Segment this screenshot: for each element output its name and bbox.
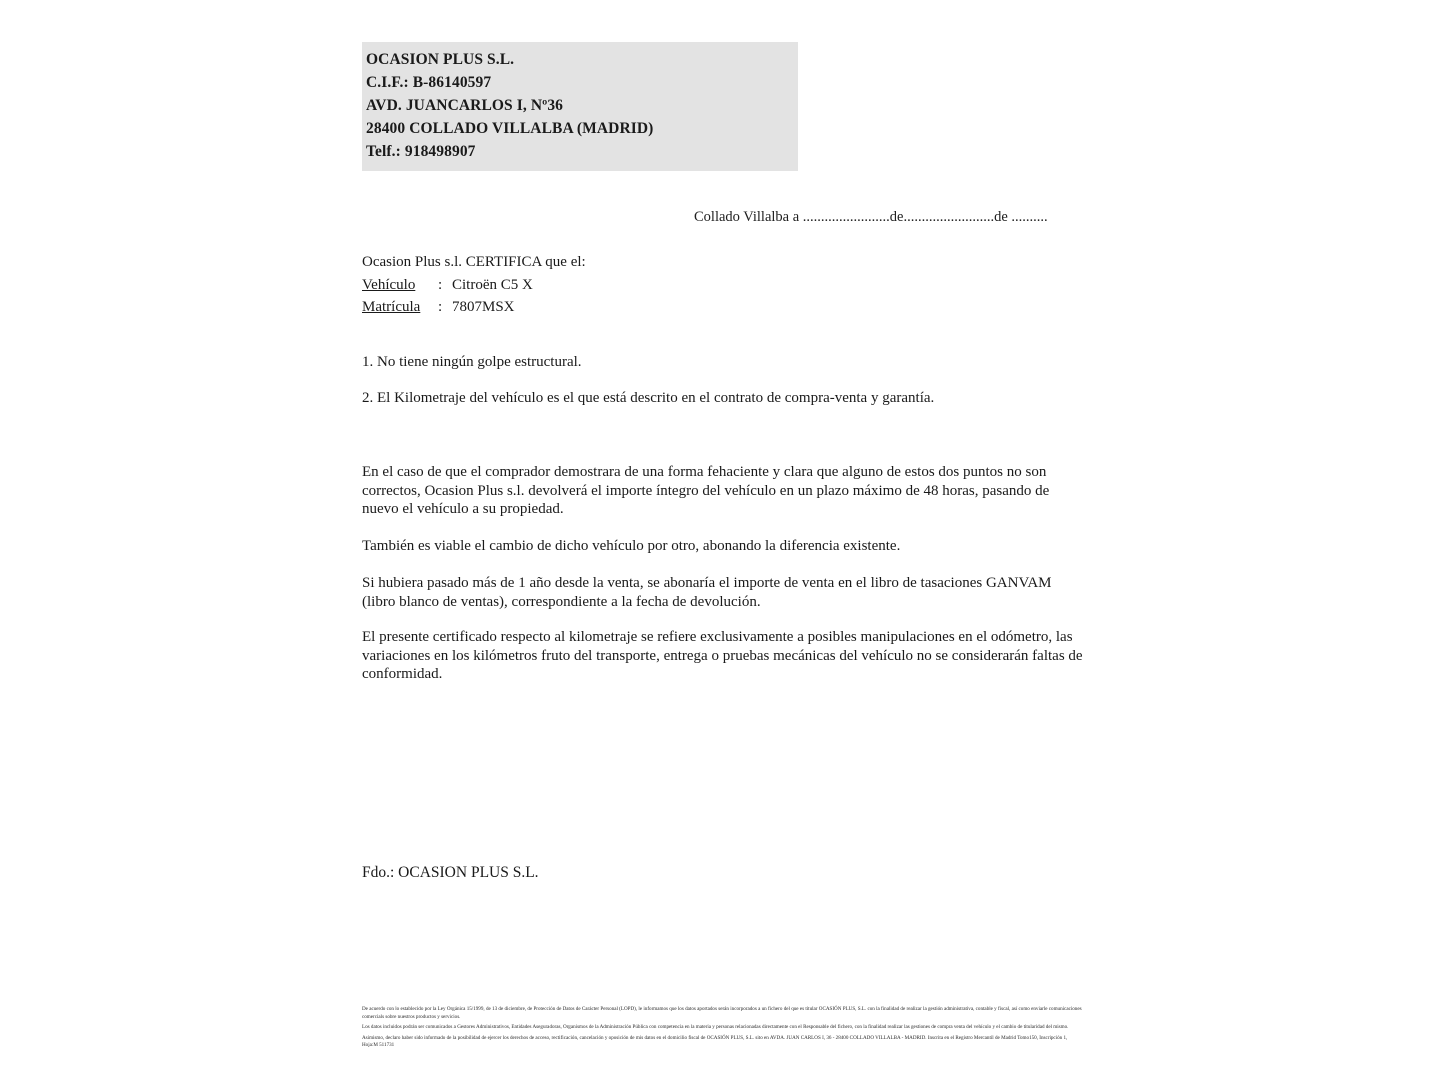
legal-paragraph-3: Asimismo, declaro haber sido informado de la posibilidad de ejercer los derechos de acceso, rectificación, cancelación y oposición de mis datos en el domicilio fiscal de OCASIÓN PLUS, S.L. sito en AVDA. JUAN CARLOS I, 36 - 28400 COLLADO VILLALBA - MADRID. Inscrita en el Registro Mercantil de Madrid Tomo150, Inscripción 1, Hoja:M 511731: [362, 1034, 1068, 1049]
plate-label: Matrícula: [362, 299, 421, 315]
vehicle-separator: :: [438, 276, 443, 293]
paragraph-ganvam: Si hubiera pasado más de 1 año desde la venta, se abonaría el importe de venta en el libro de tasaciones GANVAM (libro blanco de ventas), correspondiente a la fecha de devolución.: [362, 575, 1052, 610]
certifies-intro: Ocasion Plus s.l. CERTIFICA que el:: [362, 254, 586, 270]
letterhead-address: AVD. JUANCARLOS I, Nº36: [366, 97, 564, 114]
signature-line: Fdo.: OCASION PLUS S.L.: [362, 864, 539, 881]
letterhead-phone: Telf.: 918498907: [366, 143, 476, 160]
plate-row: [362, 296, 586, 319]
letterhead-block: [362, 42, 798, 171]
vehicle-label: Vehículo: [362, 276, 416, 293]
legal-paragraph-2: Los datos incluidos podrán ser comunicados a Gestores Administrativos, Entidades Aseguradoras, Organismos de la Administración Pública con competencia en la materia y personas relacionadas directamente con el Responsable del fichero, con la finalidad realizar las gestiones de compra venta del vehículo y el cambio de titularidad del mismo.: [362, 1024, 1069, 1031]
letterhead-city: 28400 COLLADO VILLALBA (MADRID): [366, 120, 654, 137]
legal-paragraph-1: De acuerdo con lo establecido por la Ley Orgánica 15/1999, de 13 de diciembre, de Protección de Datos de Carácter Personal (LOPD), le informamos que los datos aportados serán incorporados a un fichero del que es titular OCASIÓN PLUS, S.L. con la finalidad de realizar la gestión administrativa, contable y fiscal, así como enviarle comunicaciones comercials sobre nuestros productos y servicios.: [362, 1006, 1082, 1020]
clause-item-2: 2. El Kilometraje del vehículo es el que está descrito en el contrato de compra-venta y garantía.: [362, 390, 935, 406]
dateline: Collado Villalba a ........................de.........................de ..........: [694, 209, 1048, 225]
vehicle-row: [362, 274, 586, 297]
paragraph-refund: En el caso de que el comprador demostrara de una forma fehaciente y clara que alguno de estos dos puntos no son correctos, Ocasion Plus s.l. devolverá el importe íntegro del vehículo en un plazo máximo de 48 horas, pasando de nuevo el vehículo a su propiedad.: [362, 464, 1050, 518]
paragraph-exchange: También es viable el cambio de dicho vehículo por otro, abonando la diferencia existente.: [362, 538, 901, 554]
legal-footer: [362, 1006, 1082, 1053]
plate-separator: :: [438, 299, 443, 315]
letterhead-cif: C.I.F.: B-86140597: [366, 74, 492, 91]
certifies-block: [362, 251, 586, 319]
letterhead-company: OCASION PLUS S.L.: [366, 51, 515, 68]
clause-item-1: 1. No tiene ningún golpe estructural.: [362, 354, 582, 370]
paragraph-odometer: El presente certificado respecto al kilometraje se refiere exclusivamente a posibles manipulaciones en el odómetro, las variaciones en los kilómetros fruto del transporte, entrega o pruebas mecánicas del vehículo no se considerarán faltas de conformidad.: [362, 629, 1083, 683]
plate-value: 7807MSX: [452, 299, 515, 315]
vehicle-value: Citroën C5 X: [452, 276, 533, 293]
